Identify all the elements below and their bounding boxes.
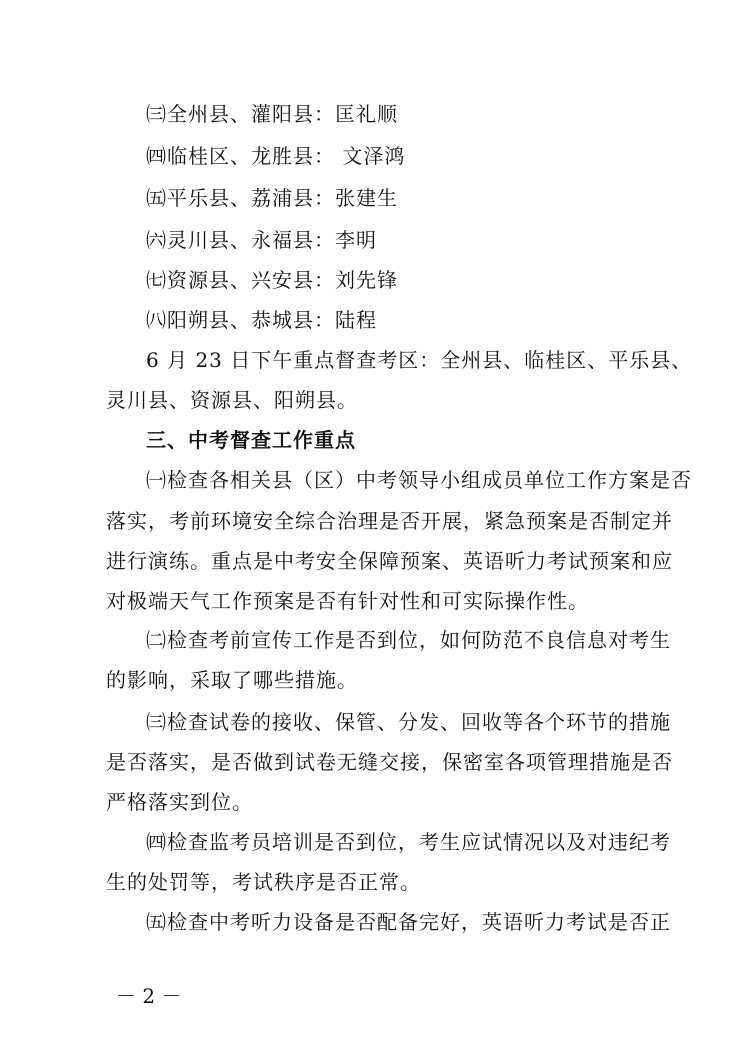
supervisor-item-8: ㈧阳朔县、恭城县：陆程: [146, 308, 377, 332]
paragraph-line: 落实，考前环境安全综合治理是否开展，紧急预案是否制定并: [106, 509, 673, 533]
supervisor-item-7: ㈦资源县、兴安县：刘先锋: [146, 268, 398, 292]
paragraph-line: 6 月 23 日下午重点督查考区：全州县、临桂区、平乐县、: [146, 348, 693, 372]
paragraph-line: 的影响，采取了哪些措施。: [106, 668, 358, 692]
paragraph-line: 进行演练。重点是中考安全保障预案、英语听力考试预案和应: [106, 549, 673, 573]
paragraph-line: ㈣检查监考员培训是否到位，考生应试情况以及对违纪考: [146, 830, 671, 854]
paragraph-line: ㈡检查考前宣传工作是否到位，如何防范不良信息对考生: [146, 628, 671, 652]
supervisor-item-5: ㈤平乐县、荔浦县：张建生: [146, 186, 398, 210]
section-heading: 三、中考督查工作重点: [146, 428, 356, 452]
supervisor-item-6: ㈥灵川县、永福县：李明: [146, 228, 377, 252]
supervisor-item-4: ㈣临桂区、龙胜县： 文泽鸿: [146, 144, 406, 168]
paragraph-line: ㈠检查各相关县（区）中考领导小组成员单位工作方案是否: [146, 468, 692, 492]
paragraph-line: 是否落实，是否做到试卷无缝交接，保密室各项管理措施是否: [106, 750, 673, 774]
paragraph-line: ㈢检查试卷的接收、保管、分发、回收等各个环节的措施: [146, 710, 671, 734]
page-number: － 2 －: [116, 984, 182, 1008]
paragraph-line: ㈤检查中考听力设备是否配备完好，英语听力考试是否正: [146, 910, 671, 934]
paragraph-line: 对极端天气工作预案是否有针对性和可实际操作性。: [106, 589, 589, 613]
paragraph-line: 严格落实到位。: [106, 790, 253, 814]
supervisor-item-3: ㈢全州县、灌阳县：匡礼顺: [146, 102, 398, 126]
paragraph-line: 灵川县、资源县、阳朔县。: [106, 388, 358, 412]
paragraph-line: 生的处罚等，考试秩序是否正常。: [106, 870, 421, 894]
